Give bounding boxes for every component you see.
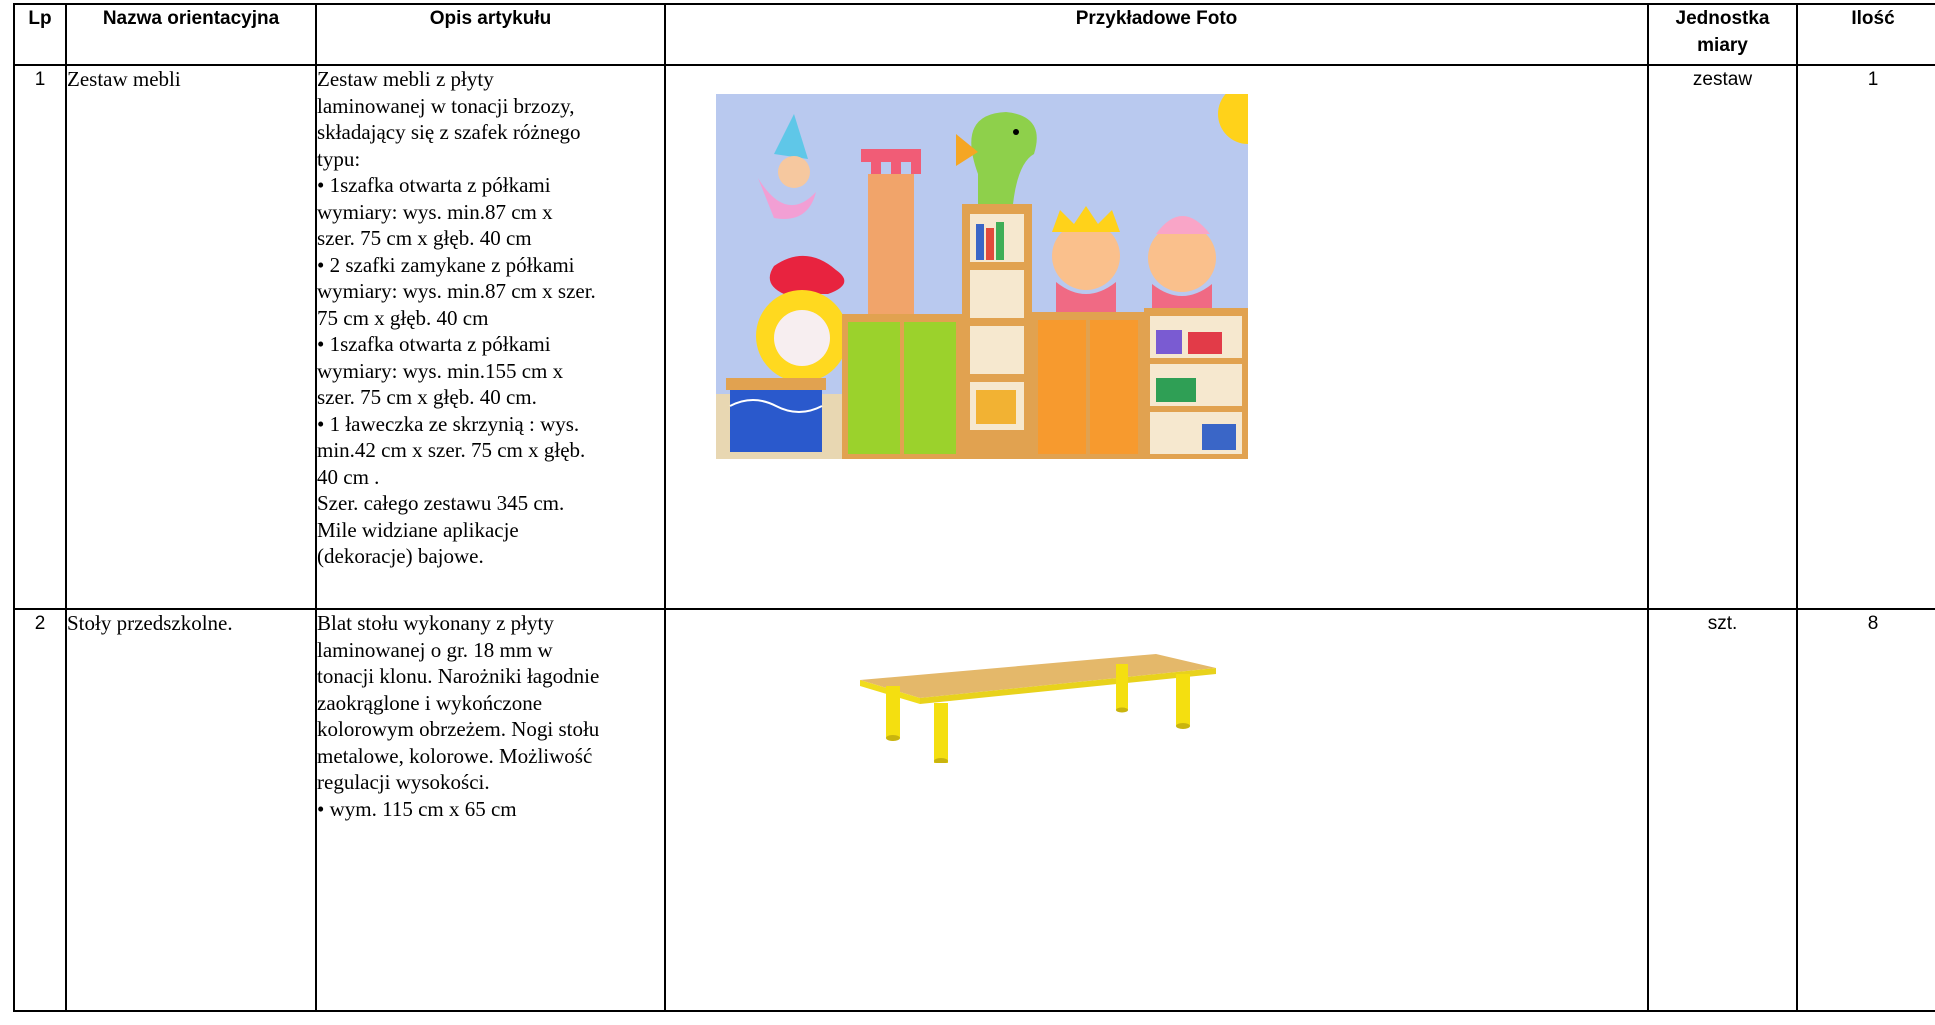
row-name: Zestaw mebli (66, 65, 316, 609)
header-unit: Jednostka miary (1648, 4, 1797, 65)
row-lp: 2 (14, 609, 66, 1011)
row-qty: 1 (1797, 65, 1935, 609)
row-qty: 8 (1797, 609, 1935, 1011)
header-row (14, 4, 1935, 65)
row-description: Blat stołu wykonany z płyty laminowanej o gr. 18 mm w tonacji klonu. Narożniki łagodnie zaokrąglone i wykończone kolorowym obrzeżem. Nogi stołu metalowe, kolorowe. Możliwość regulacji wysokości. • wym. 115 cm x 65 cm (316, 609, 665, 1011)
row-unit: szt. (1648, 609, 1797, 1011)
row-photo (665, 609, 1648, 1011)
header-desc: Opis artykułu (316, 4, 665, 65)
row-description: Zestaw mebli z płyty laminowanej w tonacji brzozy, składający się z szafek różnego typu: • 1szafka otwarta z półkami wymiary: wys. min.87 cm x szer. 75 cm x głęb. 40 cm • 2 szafki zamykane z półkami wymiary: wys. min.87 cm x szer. 75 cm x głęb. 40 cm • 1szafka otwarta z półkami wymiary: wys. min.155 cm x szer. 75 cm x głęb. 40 cm. • 1 ławeczka ze skrzynią : wys. min.42 cm x szer. 75 cm x głęb. 40 cm . Szer. całego zestawu 345 cm. Mile widziane aplikacje (dekoracje) bajowe. (316, 65, 665, 609)
row-unit: zestaw (1648, 65, 1797, 609)
preschool-table-photo (846, 648, 1226, 763)
table-row (14, 609, 1935, 1011)
header-lp: Lp (14, 4, 66, 65)
furniture-set-photo (716, 94, 1248, 459)
spec-table (13, 3, 1935, 1012)
header-photo: Przykładowe Foto (665, 4, 1648, 65)
row-photo (665, 65, 1648, 609)
row-lp: 1 (14, 65, 66, 609)
table-row (14, 65, 1935, 609)
header-name: Nazwa orientacyjna (66, 4, 316, 65)
row-name: Stoły przedszkolne. (66, 609, 316, 1011)
header-qty: Ilość (1797, 4, 1935, 65)
